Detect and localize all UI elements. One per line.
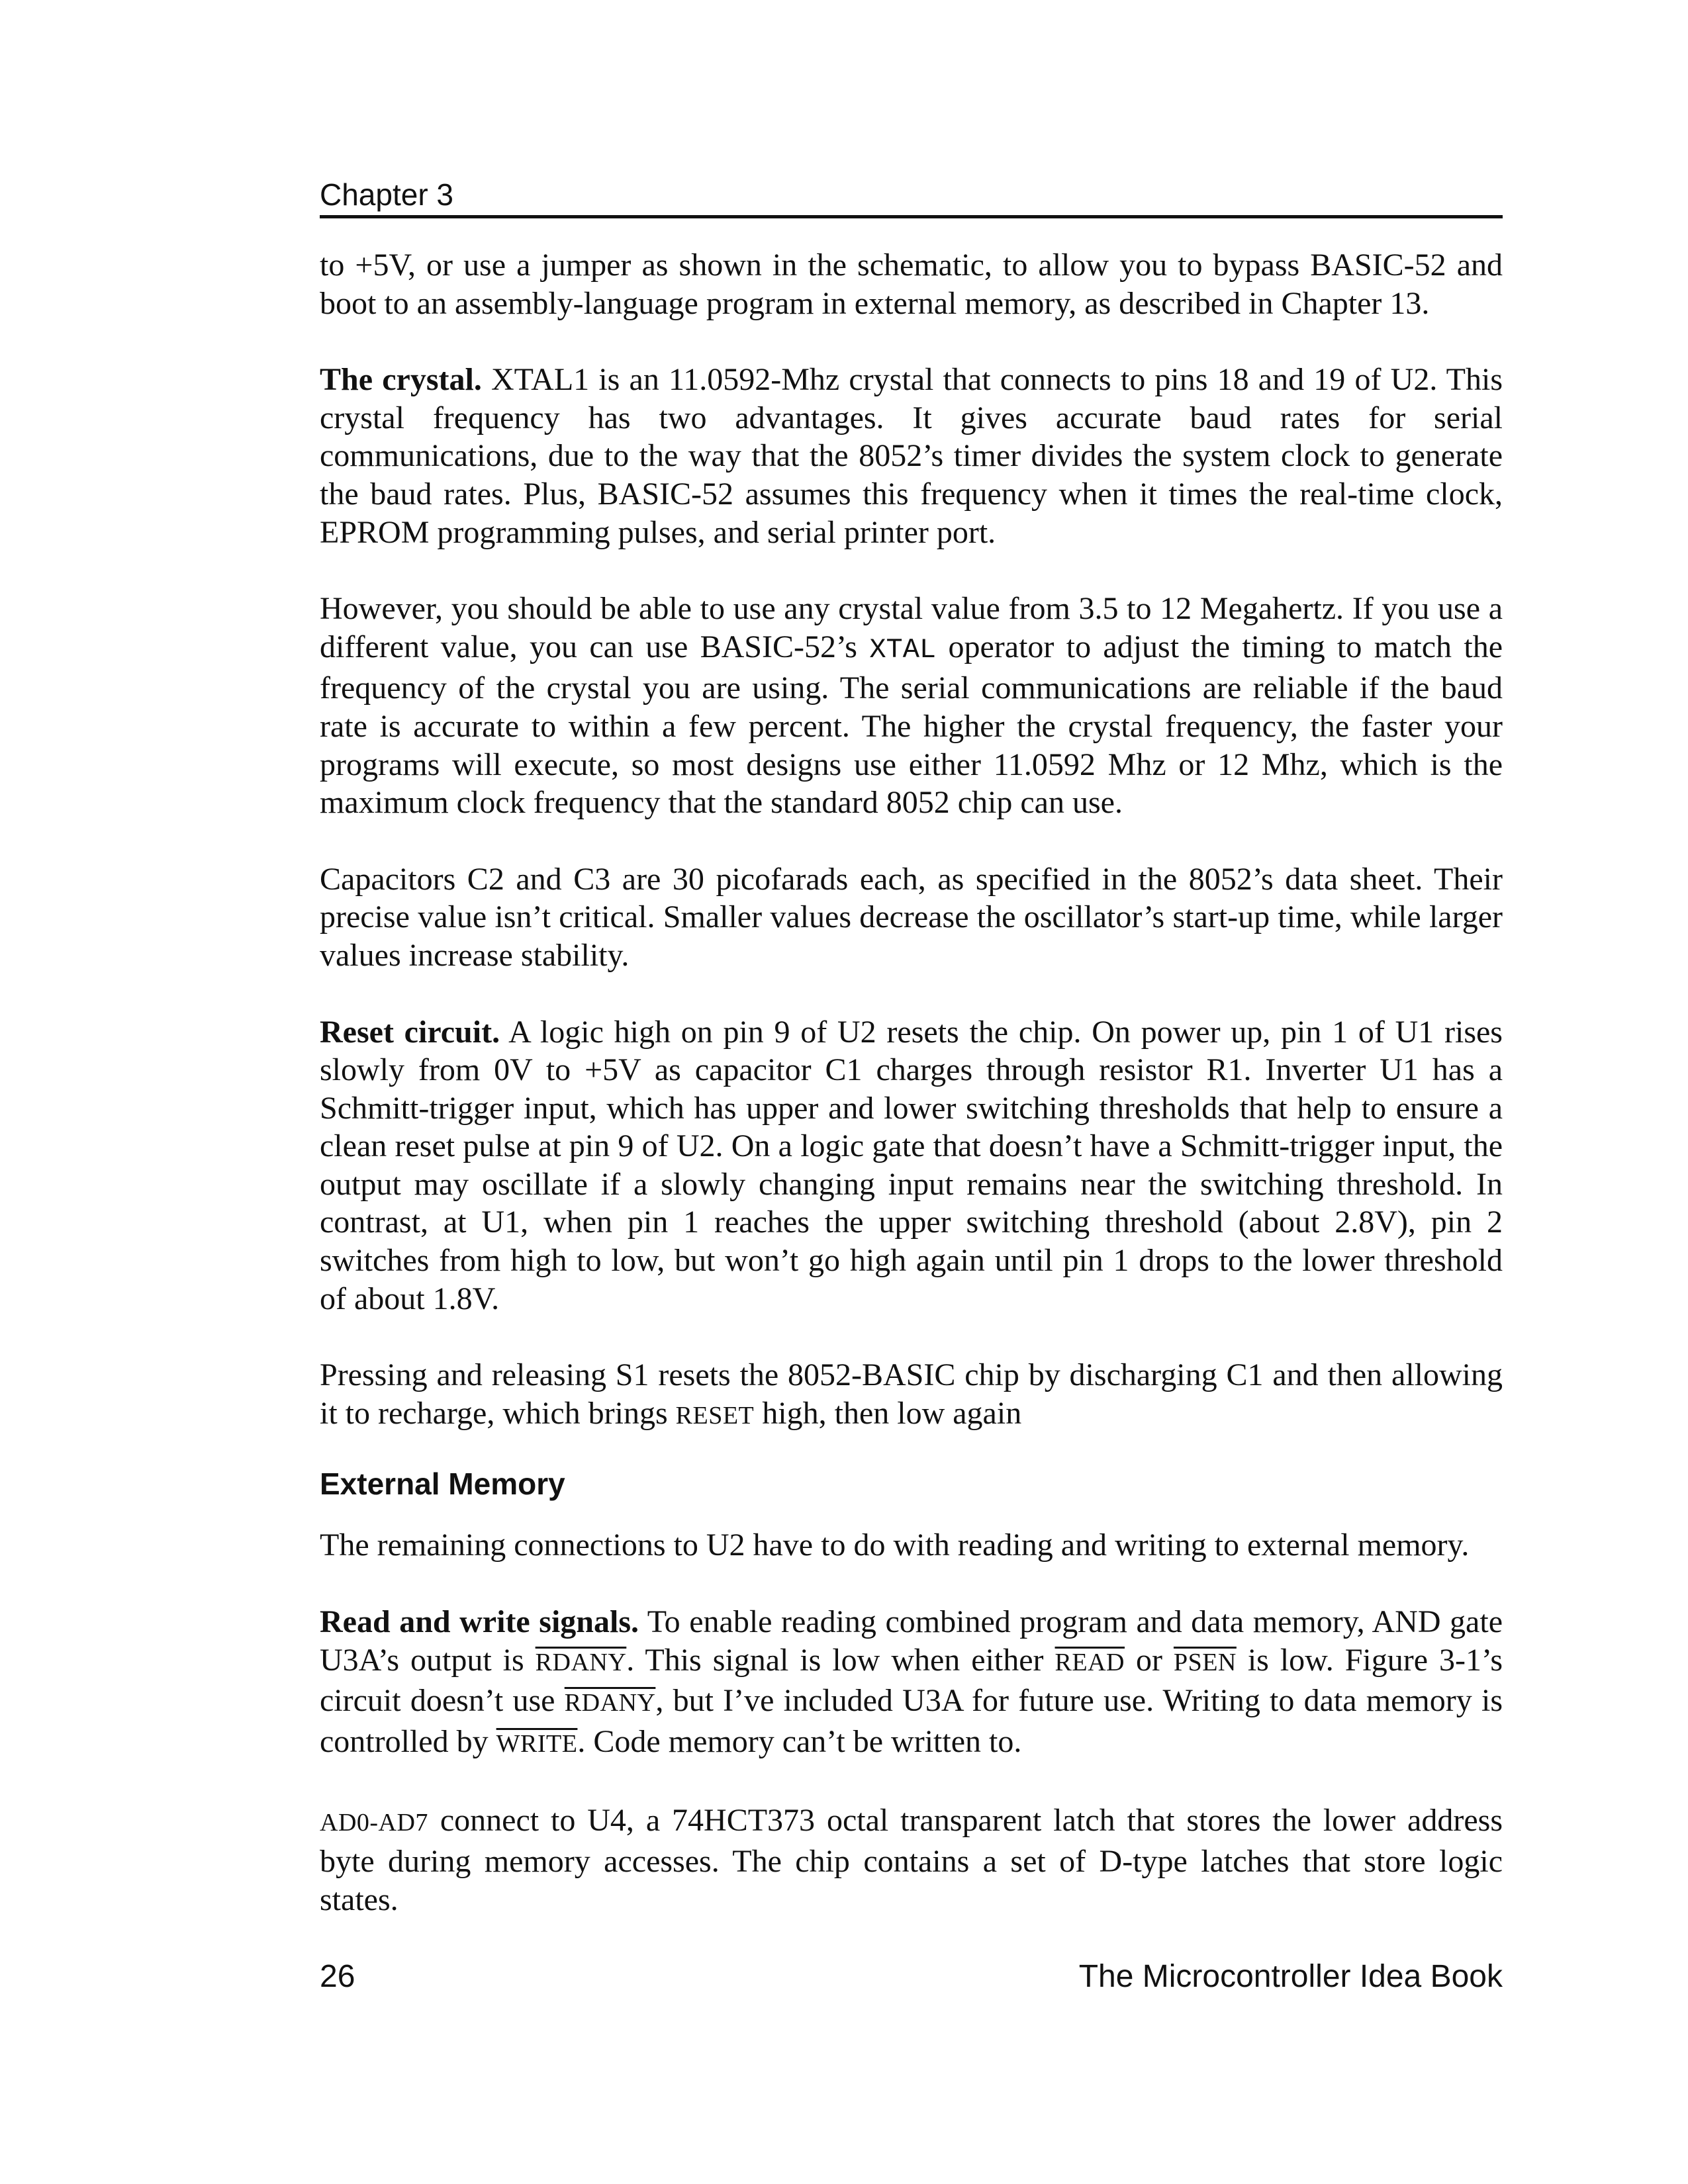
run-in-heading-reset: Reset circuit. bbox=[320, 1014, 500, 1050]
signal-rdany-2: RDANY bbox=[564, 1689, 656, 1717]
running-header bbox=[320, 174, 1503, 218]
paragraph-crystal: The crystal. XTAL1 is an 11.0592-Mhz crystal that connects to pins 18 and 19 of U2. This crystal frequency has two advantages. It gives accurate baud rates for serial communications, due to the way that the 8052’s timer divides the system clock to generate the baud rates. Plus, BASIC-52 assumes this frequency when it times the real-time clock, EPROM programming pulses, and serial printer port. bbox=[320, 362, 1503, 550]
code-xtal: XTAL bbox=[869, 633, 937, 666]
paragraph-capacitors: Capacitors C2 and C3 are 30 picofarads each, as specified in the 8052’s data sheet. Their precise value isn’t critical. Smaller values decrease the oscillator’s start-up time, while larger values increase stability. bbox=[320, 861, 1503, 973]
signal-reset: RESET bbox=[675, 1401, 755, 1430]
paragraph-reset: Reset circuit. A logic high on pin 9 of U2 resets the chip. On power up, pin 1 of U1 rises slowly from 0V to +5V as capacitor C1 charges through resistor R1. Inverter U1 has a Schmitt-trigger input, which has upper and lower switching thresholds that help to ensure a clean reset pulse at pin 9 of U2. On a logic gate that doesn’t have a Schmitt-trigger input, the output may oscillate if a slowly changing input remains near the switching threshold. In contrast, at U1, when pin 1 reaches the upper switching threshold (about 2.8V), pin 2 switches from high to low, but won’t go high again until pin 1 drops to the lower threshold of about 1.8V. bbox=[320, 1014, 1503, 1316]
paragraph-ad0-ad7: AD0-AD7 connect to U4, a 74HCT373 octal transparent latch that stores the lower address byte during memory accesses. The chip contains a set of D-type latches that store logic states. bbox=[320, 1803, 1503, 1917]
page bbox=[320, 0, 1503, 2184]
section-heading: External Memory bbox=[320, 1467, 565, 1502]
run-in-heading-crystal: The crystal. bbox=[320, 362, 482, 398]
signal-psen: PSEN bbox=[1173, 1648, 1237, 1676]
signal-ad0-ad7: AD0-AD7 bbox=[320, 1809, 428, 1837]
running-footer bbox=[320, 1956, 1503, 1997]
page-body bbox=[320, 246, 1503, 1957]
paragraph-remaining: The remaining connections to U2 have to do with reading and writing to external memory. bbox=[320, 1527, 1470, 1563]
signal-read: READ bbox=[1055, 1648, 1125, 1676]
page-number: 26 bbox=[320, 1959, 355, 1994]
paragraph-read-write: Read and write signals. To enable reading combined program and data memory, AND gate U3A’s output is RDANY. This signal is low when either READ or PSEN is low. Figure 3-1’s circuit doesn’t use RDANY, but I’ve included U3A for future use. Writing to data memory is controlled by WRITE. Code memory can’t be written to. bbox=[320, 1604, 1503, 1759]
paragraph-crystal-value: However, you should be able to use any crystal value from 3.5 to 12 Megahertz. If you use a different value, you can use BASIC-52’s XTAL operator to adjust the timing to match the frequency of the crystal you are using. The serial communications are reliable if the baud rate is accurate to within a few percent. The higher the crystal frequency, the faster your programs will execute, so most designs use either 11.0592 Mhz or 12 Mhz, which is the maximum clock frequency that the standard 8052 chip can use. bbox=[320, 591, 1503, 821]
signal-write: WRITE bbox=[496, 1729, 578, 1758]
book-title: The Microcontroller Idea Book bbox=[1078, 1959, 1503, 1994]
paragraph-s1: Pressing and releasing S1 resets the 8052-BASIC chip by discharging C1 and then allowing it to recharge, which brings RESET high, then low again bbox=[320, 1357, 1503, 1431]
run-in-heading-read-write: Read and write signals. bbox=[320, 1604, 639, 1640]
paragraph-jumper: to +5V, or use a jumper as shown in the schematic, to allow you to bypass BASIC-52 and boot to an assembly-language program in external memory, as described in Chapter 13. bbox=[320, 248, 1503, 321]
chapter-label: Chapter 3 bbox=[320, 177, 454, 212]
signal-rdany: RDANY bbox=[535, 1648, 627, 1676]
